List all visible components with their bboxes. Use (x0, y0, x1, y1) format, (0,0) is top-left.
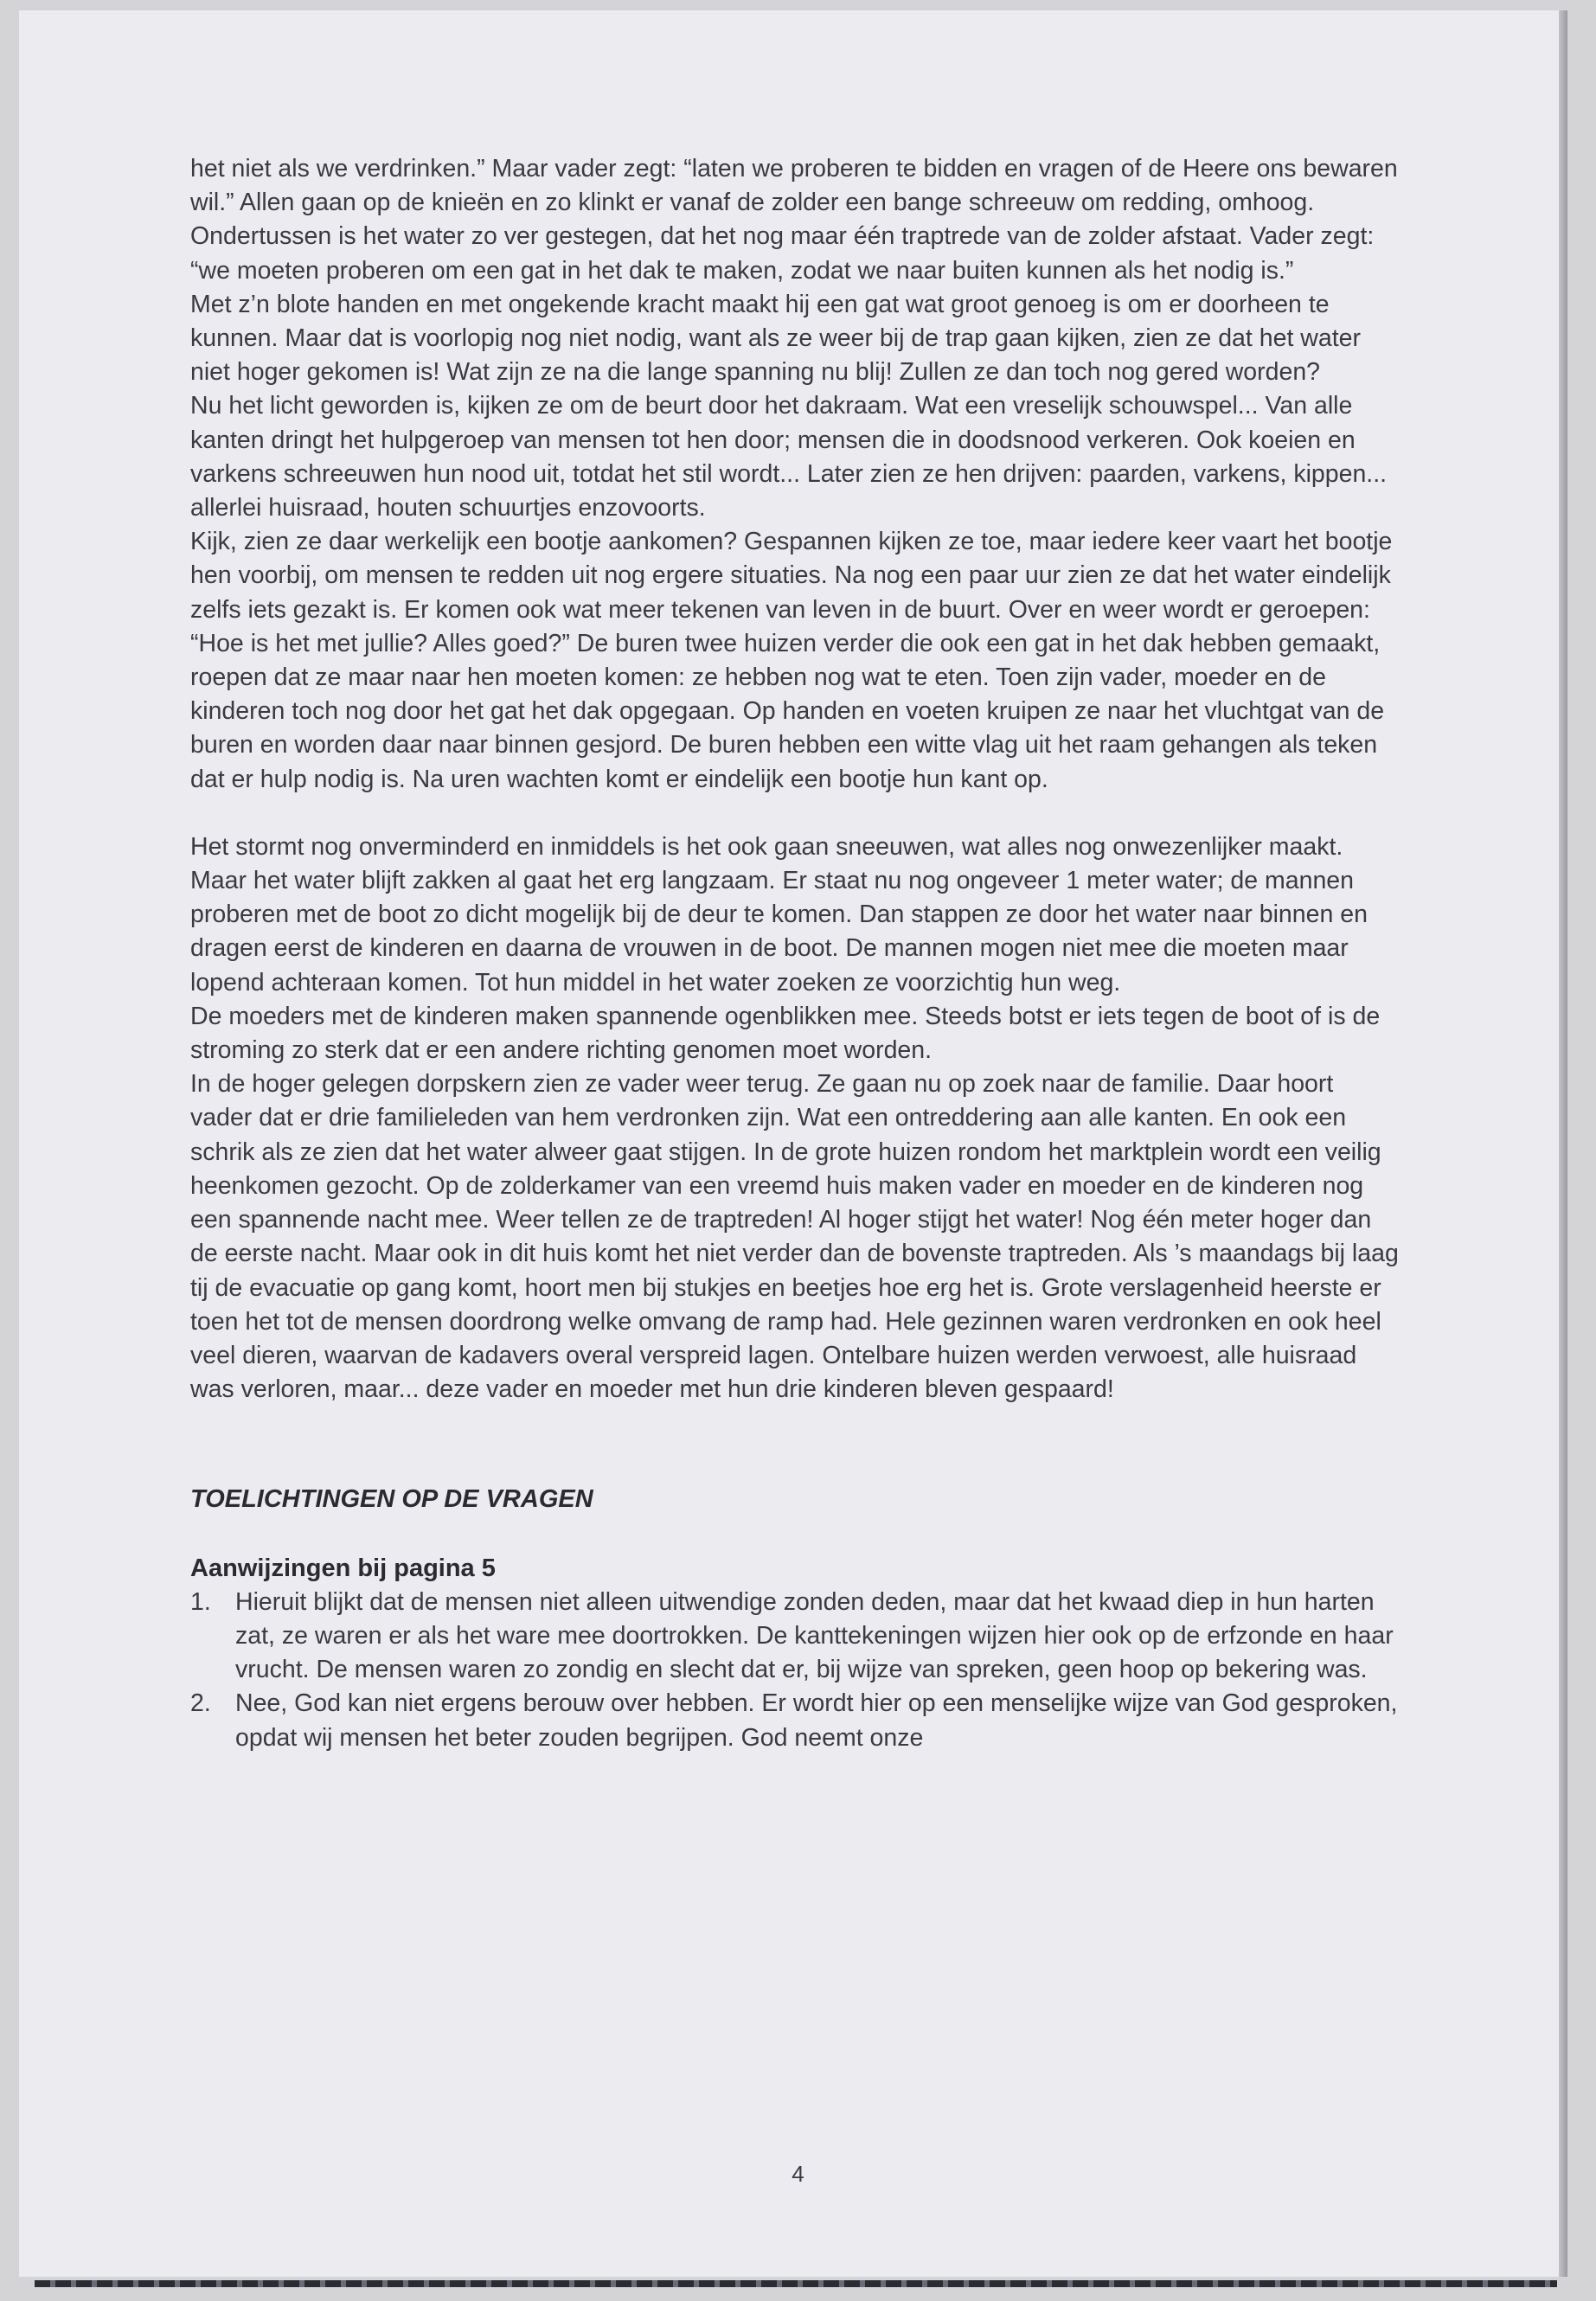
page-edge-shadow (1559, 10, 1567, 2277)
answer-item (190, 1586, 1401, 1688)
answer-item (190, 1687, 1401, 1754)
answer-text: Nee, God kan niet ergens berouw over hebben. Er wordt hier op een menselijke wijze van God gesproken, opdat wij mensen het beter zouden begrijpen. God neemt onze (235, 1689, 1398, 1752)
sub-heading: Aanwijzingen bij pagina 5 (190, 1554, 496, 1582)
answer-number: 1. (190, 1587, 211, 1616)
page-number: 4 (792, 2161, 804, 2187)
answer-text: Hieruit blijkt dat de mensen niet alleen uitwendige zonden deden, maar dat het kwaad diep in hun harten zat, ze waren er als het ware mee doortrokken. De kanttekeningen wijzen hier ook op de erfzonde en haar vrucht. De mensen waren zo zondig en slecht dat er, bij wijze van spreken, geen hoop op bekering was. (235, 1587, 1394, 1684)
answer-number: 2. (190, 1689, 211, 1718)
scan-bottom-strip (35, 2280, 1557, 2287)
story-paragraph: Met z’n blote handen en met ongekende kracht maakt hij een gat wat groot genoeg is om er doorheen te kunnen. Maar dat is voorlopig nog niet nodig, want als ze weer bij de trap gaan kijken, zien ze dat het water niet hoger gekomen is! Wat zijn ze na die lange spanning nu blij! Zullen ze dan toch nog gered worden? (190, 290, 1361, 387)
story-paragraph: De moeders met de kinderen maken spannende ogenblikken mee. Steeds botst er iets tegen de boot of is de stroming zo sterk dat er een andere richting genomen moet worden. (190, 1002, 1381, 1065)
section-title: TOELICHTINGEN OP DE VRAGEN (190, 1485, 593, 1514)
document-body (190, 152, 1401, 1755)
story-paragraph: In de hoger gelegen dorpskern zien ze vader weer terug. Ze gaan nu op zoek naar de familie. Daar hoort vader dat er drie familieleden van hem verdronken zijn. Wat een ontreddering aan alle kanten. En ook een schrik als ze zien dat het water alweer gaat stijgen. In de grote huizen rondom het marktplein wordt een veilig heenkomen gezocht. Op de zolderkamer van een vreemd huis maken vader en moeder en de kinderen nog een spannende nacht mee. Weer tellen ze de traptreden! Al hoger stijgt het water! Nog één meter hoger dan de eerste nacht. Maar ook in dit huis komt het niet verder dan de bovenste traptreden. Als ’s maandags bij laag tij de evacuatie op gang komt, hoort men bij stukjes en beetjes hoe erg het is. Grote verslagenheid heerste er toen het tot de mensen doordrong welke omvang de ramp had. Hele gezinnen waren verdronken en ook heel veel dieren, waarvan de kadavers overal verspreid lagen. Ontelbare huizen werden verwoest, alle huisraad was verloren, maar... deze vader en moeder met hun drie kinderen bleven gespaard! (190, 1070, 1399, 1404)
story-paragraph: Nu het licht geworden is, kijken ze om de beurt door het dakraam. Wat een vreselijk schouwspel... Van alle kanten dringt het hulpgeroep van mensen tot hen door; mensen die in doodsnood verkeren. Ook koeien en varkens schreeuwen hun nood uit, totdat het stil wordt... Later zien ze hen drijven: paarden, varkens, kippen... allerlei huisraad, houten schuurtjes enzovoorts. (190, 392, 1388, 522)
answer-list (190, 1586, 1401, 1755)
story-paragraph: het niet als we verdrinken.” Maar vader zegt: “laten we proberen te bidden en vragen of de Heere ons bewaren wil.” Allen gaan op de knieën en zo klinkt er vanaf de zolder een bange schreeuw om redding, omhoog. (190, 155, 1398, 217)
story-paragraph: Ondertussen is het water zo ver gestegen, dat het nog maar één traptrede van de zolder afstaat. Vader zegt: “we moeten proberen om een gat in het dak te maken, zodat we naar buiten kunnen als het nodig is.” (190, 222, 1375, 285)
story-paragraph: Het stormt nog onverminderd en inmiddels is het ook gaan sneeuwen, wat alles nog onwezenlijker maakt. Maar het water blijft zakken al gaat het erg langzaam. Er staat nu nog ongeveer 1 meter water; de mannen proberen met de boot zo dicht mogelijk bij de deur te komen. Dan stappen ze door het water naar binnen en dragen eerst de kinderen en daarna de vrouwen in de boot. De mannen mogen niet mee die moeten maar lopend achteraan komen. Tot hun middel in het water zoeken ze voorzichtig hun weg. (190, 832, 1368, 997)
story-paragraph: Kijk, zien ze daar werkelijk een bootje aankomen? Gespannen kijken ze toe, maar iedere keer vaart het bootje hen voorbij, om mensen te redden uit nog ergere situaties. Na nog een paar uur zien ze dat het water eindelijk zelfs iets gezakt is. Er komen ook wat meer tekenen van leven in de buurt. Over en weer wordt er geroepen: “Hoe is het met jullie? Alles goed?” De buren twee huizen verder die ook een gat in het dak hebben gemaakt, roepen dat ze maar naar hen moeten komen: ze hebben nog wat te eten. Toen zijn vader, moeder en de kinderen toch nog door het gat het dak opgegaan. Op handen en voeten kruipen ze naar het vluchtgat van de buren en worden daar naar binnen gesjord. De buren hebben een witte vlag uit het raam gehangen als teken dat er hulp nodig is. Na uren wachten komt er eindelijk een bootje hun kant op. (190, 528, 1393, 793)
